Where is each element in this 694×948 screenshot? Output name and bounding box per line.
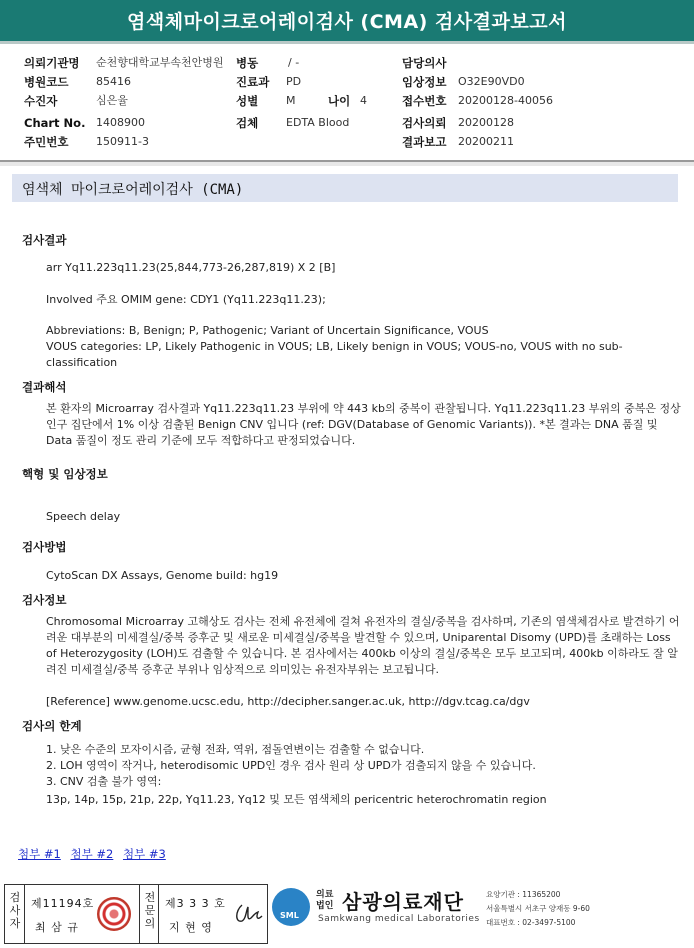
limit-heading: 검사의 한계 [22, 719, 82, 733]
request-label: 검사의뢰 [402, 116, 447, 130]
report-title-bar [0, 0, 694, 44]
info-text: Chromosomal Microarray 고해상도 검사는 전체 유전체에 걸쳐 유전자의 결실/중복을 검사하며, 기존의 염색체검사로 발견하기 어려운 대부분의 미세결실/중복 증후군 및 새로운 미세결실/중복을 발견할 수 있으며, Uniparental Disomy (UPD)를 초래하는 Loss of Heterozygosity (LOH)도 검출할 수 있습니다. 본 검사에서는 400kb 이상의 결실/중복은 모두 보고되며, 400kb 이하라도 잘 알려진 미세결실/중복 증후군 부위나 임상적으로 의미있는 유전자부위는 보고됩니다. [46, 615, 680, 676]
method-heading: 검사방법 [22, 540, 67, 554]
report-footer [0, 880, 694, 948]
dept-label: 진료과 [236, 75, 270, 89]
sex-value: M [286, 94, 296, 107]
section-band-title: 염색체 마이크로어레이검사 (CMA) [22, 182, 244, 198]
chart-label: Chart No. [24, 116, 86, 130]
patient-value: 심은율 [96, 94, 128, 107]
info-heading: 검사정보 [22, 593, 67, 607]
age-label: 나이 [328, 94, 351, 108]
specialist-label-cell [139, 885, 159, 943]
request-value: 20200128 [458, 116, 514, 129]
limit-item-4: 13p, 14p, 15p, 21p, 22p, Yq11.23, Yq12 및 모든 염색체의 pericentric heterochromatin region [46, 793, 547, 806]
doctor-label: 담당의사 [402, 56, 447, 70]
sample-info-label: 임상정보 [402, 75, 447, 89]
result-karyotype: arr Yq11.223q11.23(25,844,773-26,287,819) X 2 [B] [46, 261, 336, 274]
clinical-text: Speech delay [46, 510, 121, 523]
logo-info-address: 서울특별시 서초구 양재동 9-60 [486, 904, 590, 913]
logo-info-phone: 대표번호 : 02-3497-5100 [486, 918, 576, 927]
tester-name: 최 삼 규 [35, 921, 79, 934]
sex-label: 성별 [236, 94, 259, 108]
limit-item-2: 2. LOH 영역이 작거나, heterodisomic UPD인 경우 검사 원리 상 UPD가 검출되지 않을 수 있습니다. [46, 759, 536, 772]
attachment-link-2[interactable]: 첨부 #2 [70, 847, 114, 861]
samkwang-logo [272, 884, 692, 944]
interp-heading: 결과해석 [22, 380, 67, 394]
sml-logo-icon [272, 888, 310, 926]
limit-item-1: 1. 낮은 수준의 모자이시즘, 균형 전좌, 역위, 점돌연변이는 검출할 수 없습니다. [46, 743, 425, 756]
clinical-heading: 핵형 및 임상정보 [22, 467, 108, 481]
report-title: 염색체마이크로어레이검사 (CMA) 검사결과보고서 [127, 11, 567, 33]
sample-info-value: O32E90VD0 [458, 75, 525, 88]
logo-info-code: 요양기관 : 11365200 [486, 890, 561, 899]
chart-value: 1408900 [96, 116, 145, 129]
patient-meta-block [0, 48, 694, 163]
institution-value: 순천향대학교부속천안병원 [96, 56, 224, 69]
logo-contact-info [486, 888, 590, 930]
specimen-value: EDTA Blood [286, 116, 350, 129]
specialist-name: 지 현 영 [169, 921, 213, 934]
interp-text: 본 환자의 Microarray 검사결과 Yq11.223q11.23 부위에 약 443 kb의 중복이 관찰됩니다. Yq11.223q11.23 부위의 중복은 정상 인구 집단에서 1% 이상 검출된 Benign CNV 입니다 (ref: DGV(Database of Genomic Variants)). *본 결과는 DNA 품질 및 Data 품질이 정도 관리 기준에 모두 적합하다고 판정되었습니다. [46, 402, 681, 447]
ward-value: / - [288, 56, 300, 69]
official-seal [97, 897, 131, 931]
patient-label: 수진자 [24, 94, 58, 108]
logo-org-name-en: Samkwang medical Laboratories [318, 914, 480, 924]
hospital-code-value: 85416 [96, 75, 131, 88]
id-label: 주민번호 [24, 135, 69, 149]
dept-value: PD [286, 75, 302, 88]
report-date-label: 결과보고 [402, 135, 447, 149]
signature-box [4, 884, 268, 944]
report-date-value: 20200211 [458, 135, 514, 148]
id-value: 150911-3 [96, 135, 149, 148]
specimen-label: 검체 [236, 116, 259, 130]
handwritten-signature [233, 901, 265, 927]
attachment-link-1[interactable]: 첨부 #1 [18, 847, 61, 861]
tester-license: 제11194호 [31, 897, 95, 910]
section-band [12, 174, 678, 202]
result-abbrev: Abbreviations: B, Benign; P, Pathogenic; Variant of Uncertain Significance, VOUS [46, 324, 489, 337]
result-heading: 검사결과 [22, 233, 67, 247]
hospital-code-label: 병원코드 [24, 75, 69, 89]
method-text: CytoScan DX Assays, Genome build: hg19 [46, 569, 279, 582]
result-vous: VOUS categories: LP, Likely Pathogenic in VOUS; LB, Likely benign in VOUS; VOUS-no, VOUS with no sub-classification [46, 340, 623, 369]
receipt-value: 20200128-40056 [458, 94, 553, 107]
logo-org-name: 삼광의료재단 [342, 890, 464, 914]
sml-logo-badge: SML [280, 911, 299, 920]
institution-label: 의뢰기관명 [24, 56, 80, 70]
attachment-links [18, 846, 172, 862]
receipt-label: 접수번호 [402, 94, 447, 108]
logo-corp-label: 의료 법인 [316, 890, 334, 911]
specialist-license: 제3 3 3 호 [165, 897, 226, 910]
tester-label: 검사자 [9, 891, 21, 930]
age-value: 4 [360, 94, 367, 107]
result-omim: Involved 주요 OMIM gene: CDY1 (Yq11.223q11.23); [46, 293, 326, 306]
attachment-link-3[interactable]: 첨부 #3 [122, 847, 166, 861]
meta-divider [0, 160, 694, 166]
tester-label-cell [5, 885, 25, 943]
specialist-label: 전문의 [144, 891, 156, 930]
ward-label: 병동 [236, 56, 259, 70]
limit-item-3: 3. CNV 검출 불가 영역: [46, 775, 162, 788]
info-reference: [Reference] www.genome.ucsc.edu, http://decipher.sanger.ac.uk, http://dgv.tcag.ca/dgv [46, 695, 530, 708]
